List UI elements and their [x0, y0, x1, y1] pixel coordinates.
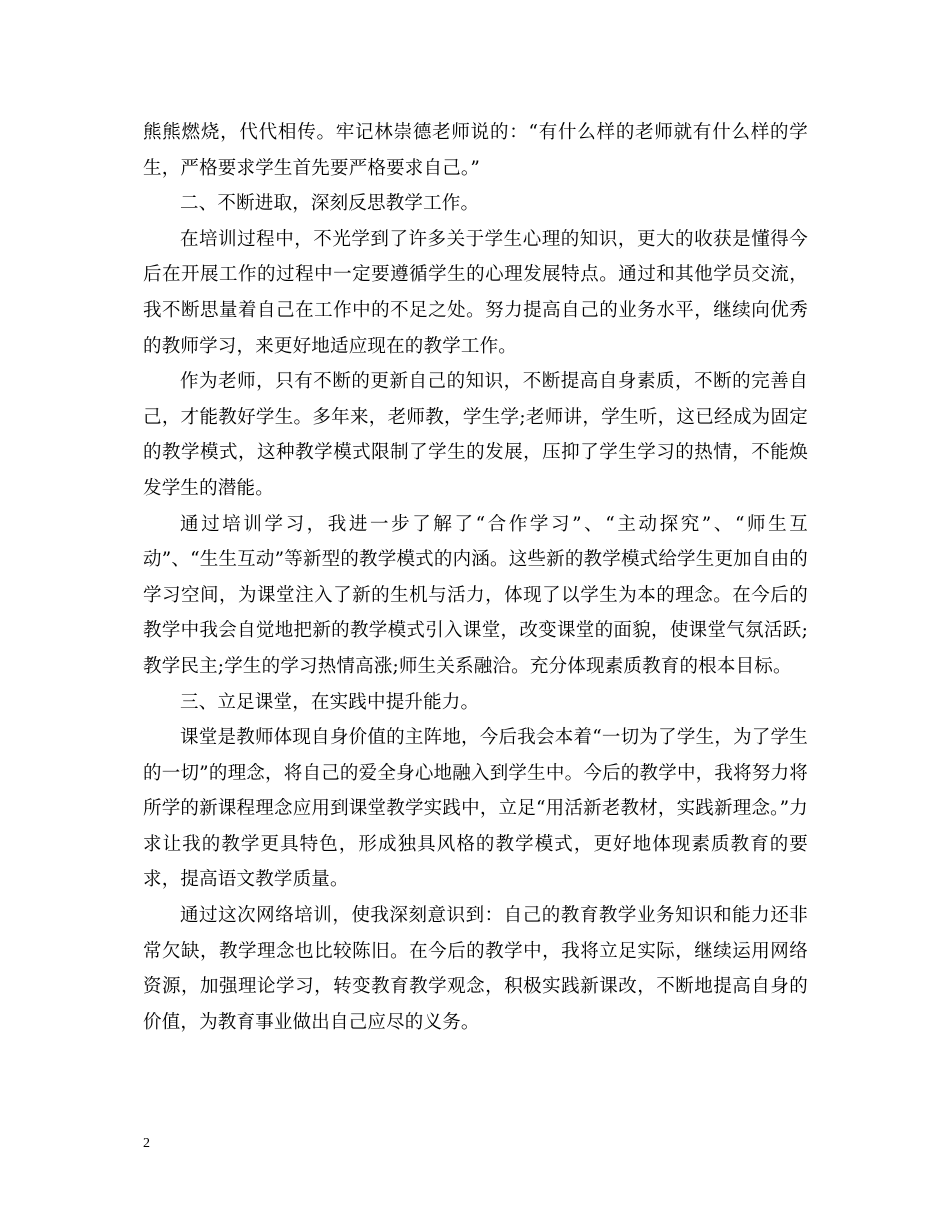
paragraph: 通过培训学习，我进一步了解了“合作学习”、“主动探究”、“师生互动”、“生生互动”等新型的教学模式的内涵。这些新的教学模式给学生更加自由的学习空间，为课堂注入了新的生机与活力，体现了以学生为本的理念。在今后的教学中我会自觉地把新的教学模式引入课堂，改变课堂的面貌，使课堂气氛活跃;教学民主;学生的学习热情高涨;师生关系融洽。充分体现素质教育的根本目标。 — [143, 513, 808, 677]
paragraph: 作为老师，只有不断的更新自己的知识，不断提高自身素质，不断的完善自己，才能教好学生。多年来，老师教，学生学;老师讲，学生听，这已经成为固定的教学模式，这种教学模式限制了学生的发展，压抑了学生学习的热情，不能焕发学生的潜能。 — [143, 371, 808, 499]
paragraph-continuation: 熊熊燃烧，代代相传。牢记林崇德老师说的：“有什么样的老师就有什么样的学生，严格要求学生首先要严格要求自己。” — [143, 122, 808, 179]
paragraph: 通过这次网络培训，使我深刻意识到：自己的教育教学业务知识和能力还非常欠缺，教学理念也比较陈旧。在今后的教学中，我将立足实际，继续运用网络资源，加强理论学习，转变教育教学观念，积极实践新课改，不断地提高自身的价值，为教育事业做出自己应尽的义务。 — [143, 905, 808, 1033]
section-heading-3: 三、立足课堂，在实践中提升能力。 — [180, 691, 480, 713]
paragraph: 课堂是教师体现自身价值的主阵地，今后我会本着“一切为了学生，为了学生的一切”的理念，将自己的爱全身心地融入到学生中。今后的教学中，我将努力将所学的新课程理念应用到课堂教学实践中，立足“用活新老教材，实践新理念。”力求让我的教学更具特色，形成独具风格的教学模式，更好地体现素质教育的要求，提高语文教学质量。 — [143, 727, 808, 891]
section-heading-2: 二、不断进取，深刻反思教学工作。 — [180, 193, 480, 215]
document-body — [143, 115, 808, 1040]
paragraph: 在培训过程中，不光学到了许多关于学生心理的知识，更大的收获是懂得今后在开展工作的过程中一定要遵循学生的心理发展特点。通过和其他学员交流，我不断思量着自己在工作中的不足之处。努力提高自己的业务水平，继续向优秀的教师学习，来更好地适应现在的教学工作。 — [143, 228, 808, 357]
page-number: 2 — [143, 1136, 150, 1151]
